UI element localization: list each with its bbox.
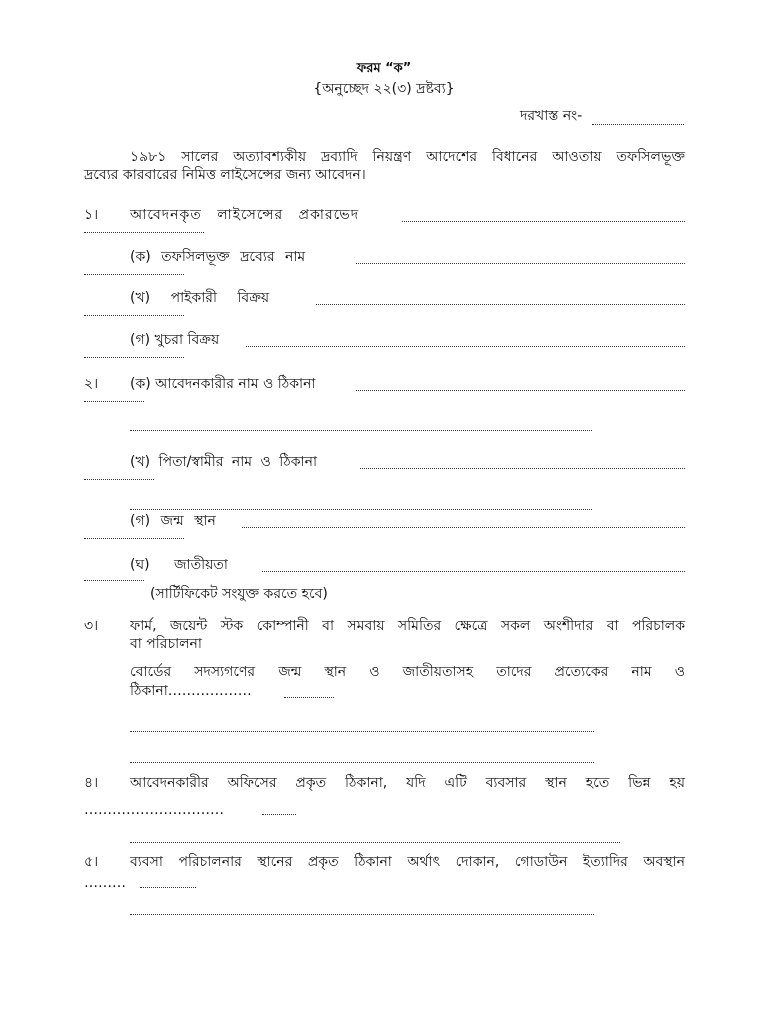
business-address-field-2[interactable] bbox=[130, 914, 594, 915]
item-5-number: ৫। bbox=[84, 854, 99, 870]
retail-field[interactable] bbox=[246, 346, 685, 347]
license-type-field[interactable] bbox=[402, 221, 685, 222]
board-members-field[interactable] bbox=[284, 697, 334, 698]
item-3-line-2: বা পরিচালনা bbox=[130, 636, 202, 652]
item-3-line-3: বোর্ডের সদস্যগণের জন্ম স্থান ও জাতীয়তাসহ তাদের প্রত্যেকের নাম ও bbox=[130, 664, 685, 680]
item-4-line-2: ………………………… bbox=[84, 802, 224, 818]
wholesale-field-cont[interactable] bbox=[84, 315, 184, 316]
goods-name-field[interactable] bbox=[356, 263, 685, 264]
form-subtitle: {অনুচ্ছেদ ২২(৩) দ্রষ্টব্য} bbox=[313, 81, 455, 97]
item-2c-label: (গ) জন্ম স্থান bbox=[130, 513, 216, 529]
father-address-field[interactable] bbox=[130, 509, 592, 510]
birthplace-field[interactable] bbox=[242, 527, 685, 528]
item-2-number: ২। bbox=[84, 376, 99, 392]
item-4-number: ৪। bbox=[84, 775, 99, 791]
father-name-field-cont[interactable] bbox=[84, 479, 154, 480]
item-1b-label: (খ) পাইকারী বিক্রয় bbox=[130, 290, 270, 306]
application-no-field[interactable] bbox=[592, 124, 684, 125]
applicant-address-field[interactable] bbox=[130, 430, 592, 431]
item-5-line-2: ……… bbox=[84, 875, 126, 891]
intro-line-2: দ্রব্যের কারবারের নিমিত্ত লাইসেন্সের জন্য আবেদন। bbox=[84, 167, 366, 183]
father-name-field[interactable] bbox=[360, 468, 685, 469]
item-1-label: আবেদনকৃত লাইসেন্সের প্রকারভেদ bbox=[130, 207, 360, 223]
item-1c-label: (গ) খুচরা বিক্রয় bbox=[130, 332, 220, 348]
item-2d-label: (ঘ) জাতীয়তা bbox=[130, 557, 228, 573]
wholesale-field[interactable] bbox=[316, 304, 685, 305]
board-members-field-3[interactable] bbox=[130, 762, 594, 763]
board-members-field-2[interactable] bbox=[130, 731, 594, 732]
item-3-line-1: ফার্ম, জয়েন্ট স্টক কোম্পানী বা সমবায় সমিতির ক্ষেত্রে সকল অংশীদার বা পরিচালক bbox=[130, 618, 685, 634]
item-1a-label: (ক) তফসিলভূক্ত দ্রব্যের নাম bbox=[130, 249, 306, 265]
item-2a-label: (ক) আবেদনকারীর নাম ও ঠিকানা bbox=[130, 376, 316, 392]
nationality-field[interactable] bbox=[262, 571, 685, 572]
certificate-note: (সার্টিফিকেট সংযুক্ত করতে হবে) bbox=[150, 586, 328, 602]
license-type-field-cont[interactable] bbox=[84, 232, 204, 233]
birthplace-field-cont[interactable] bbox=[84, 538, 184, 539]
nationality-field-cont[interactable] bbox=[84, 580, 144, 581]
item-3-number: ৩। bbox=[84, 618, 99, 634]
item-2b-label: (খ) পিতা/স্বামীর নাম ও ঠিকানা bbox=[130, 454, 318, 470]
form-title: ফরম “ক” bbox=[356, 61, 412, 76]
item-5-line-1: ব্যবসা পরিচালনার স্থানের প্রকৃত ঠিকানা অর্থাৎ দোকান, গোডাউন ইত্যাদির অবস্থান bbox=[130, 854, 685, 870]
application-no-label: দরখাস্ত নং- bbox=[520, 108, 583, 124]
goods-name-field-cont[interactable] bbox=[84, 274, 184, 275]
applicant-name-field-cont[interactable] bbox=[84, 401, 144, 402]
item-3-line-4: ঠিকানা……………… bbox=[130, 683, 252, 699]
office-address-field-2[interactable] bbox=[130, 842, 620, 843]
office-address-field[interactable] bbox=[262, 814, 296, 815]
retail-field-cont[interactable] bbox=[84, 357, 184, 358]
business-address-field[interactable] bbox=[140, 887, 196, 888]
item-1-number: ১। bbox=[84, 207, 99, 223]
intro-line-1: ১৯৮১ সালের অত্যাবশ্যকীয় দ্রব্যাদি নিয়ন্ত্রণ আদেশের বিধানের আওতায় তফসিলভূক্ত bbox=[130, 149, 685, 165]
applicant-name-field[interactable] bbox=[356, 390, 685, 391]
item-4-line-1: আবেদনকারীর অফিসের প্রকৃত ঠিকানা, যদি এটি ব্যবসার স্থান হতে ভিন্ন হয় bbox=[130, 775, 685, 791]
